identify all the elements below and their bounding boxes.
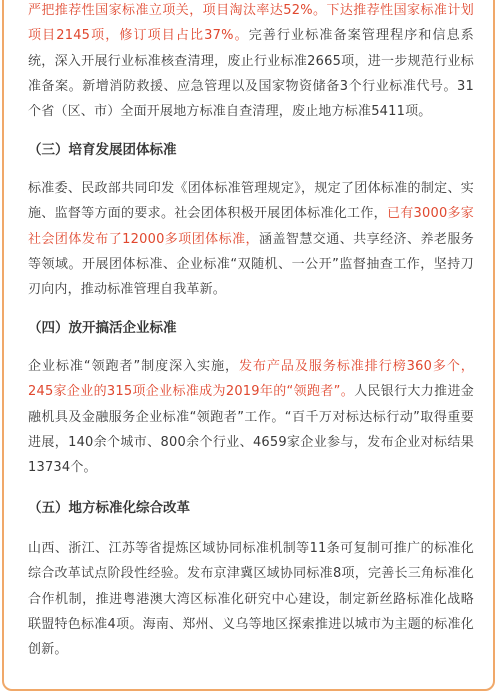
highlight-text: 已有3000多家社会团体发布了12000多项团体标准， — [28, 206, 474, 247]
paragraph-enterprise-standards — [28, 354, 474, 480]
body-text: 涵盖智慧交通、共享经济、养老服务等领域。开展团体标准、企业标准“双随机、一公开”监督抽查工作，坚持刀刃向内，推动标准管理自我革新。 — [28, 231, 475, 298]
highlight-text: 严把推荐性国家标准立项关，项目淘汰率达52%。下达推荐性国家标准计划项目2145项，修订项目占比37%。 — [28, 3, 474, 44]
paragraph-standards-review — [28, 0, 474, 124]
paragraph-local-reform — [28, 536, 474, 662]
body-text: 标准委、民政部共同印发《团体标准管理规定》，规定了团体标准的制定、实施、监督等方面的要求。社会团体积极开展团体标准化工作， — [28, 181, 474, 222]
body-text: 山西、浙江、江苏等省提炼区域协同标准机制等11条可复制可推广的标准化综合改革试点阶段性经验。发布京津冀区域协同标准8项，完善长三角标准化合作机制，推进粤港澳大湾区标准化研究中心建设，制定新丝路标准化战略联盟特色标准4项。海南、郑州、义乌等地区探索推进以城市为主题的标准化创新。 — [28, 541, 474, 658]
section-heading-group-standards: （三）培育发展团体标准 — [28, 142, 177, 158]
body-text: 人民银行大力推进金融机具及金融服务企业标准“领跑者”工作。“百千万对标达标行动”取得重要进展，140余个城市、800余个行业、4659家企业参与，发布企业对标结果13734个。 — [28, 384, 474, 476]
section-heading-local-reform: （五）地方标准化综合改革 — [28, 500, 190, 516]
body-text: 企业标准“领跑者”制度深入实施， — [28, 359, 240, 374]
paragraph-group-standards — [28, 176, 474, 302]
section-heading-enterprise-standards: （四）放开搞活企业标准 — [28, 320, 177, 336]
body-text: 完善行业标准备案管理程序和信息系统，深入开展行业标准核查清理，废止行业标准2665项，进一步规范行业标准备案。新增消防救援、应急管理以及国家物资储备3个行业标准代号。31个省（区、市）全面开展地方标准自查清理，废止地方标准5411项。 — [28, 28, 474, 120]
highlight-text: 发布产品及服务标准排行榜360多个，245家企业的315项企业标准成为2019年的“领跑者”。 — [28, 359, 474, 400]
